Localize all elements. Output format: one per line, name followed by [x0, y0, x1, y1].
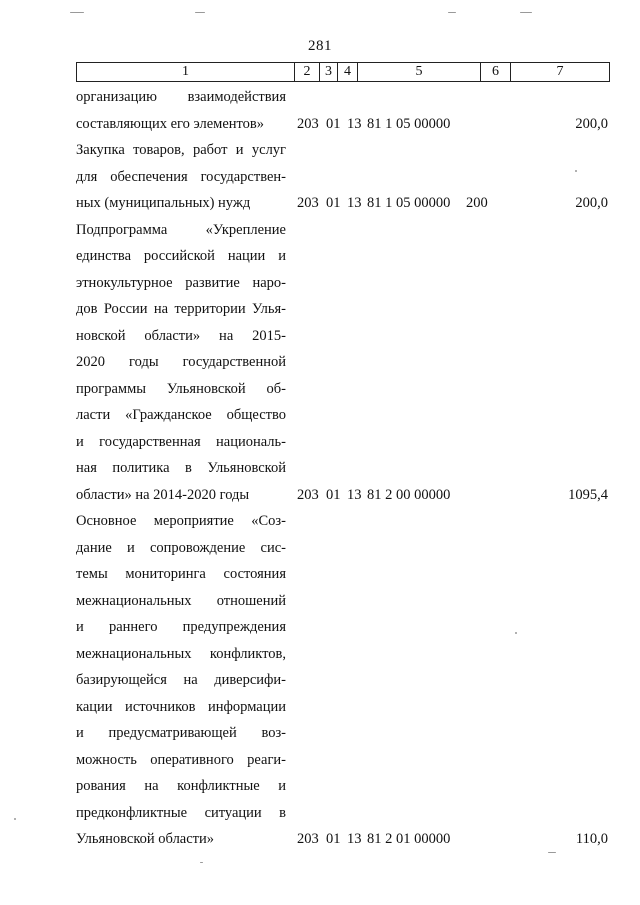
row-subsection-code: 13	[347, 115, 362, 132]
row-description-line: программы Ульяновской об-	[76, 380, 286, 397]
row-section-code: 01	[326, 115, 341, 132]
row-description-line: предконфликтные ситуации в	[76, 804, 286, 821]
header-col-7: 7	[556, 64, 564, 79]
row-section-code: 01	[326, 486, 341, 503]
row-description-line: базирующейся на диверсифи-	[76, 672, 286, 688]
header-col-4: 4	[338, 63, 358, 81]
row-description-line: ных (муниципальных) нужд	[76, 195, 251, 211]
row-description-line: межнациональных конфликтов,	[76, 645, 286, 662]
table-row	[76, 141, 610, 221]
row-description-line: Ульяновской области»	[76, 831, 215, 847]
table-header	[76, 62, 610, 82]
row-section-code: 01	[326, 195, 341, 211]
scan-speck	[448, 12, 456, 13]
row-amount: 1095,4	[568, 486, 608, 503]
row-subsection-code: 13	[347, 831, 362, 847]
row-amount: 110,0	[575, 831, 608, 847]
row-description-line: кации источников информации	[76, 698, 286, 715]
row-target-article-code: 81 2 01 00000	[367, 831, 451, 847]
row-description-line: и государственная националь-	[76, 433, 286, 450]
row-description-line: единства российской нации и	[76, 248, 286, 264]
row-description-line: дание и сопровождение сис-	[76, 539, 286, 556]
row-description-line: дов России на территории Улья-	[76, 301, 286, 317]
scan-speck	[200, 862, 203, 863]
scan-speck	[195, 12, 205, 13]
row-description-line: темы мониторинга состояния	[76, 566, 286, 582]
scan-speck	[548, 852, 556, 853]
row-description-line: Подпрограмма «Укрепление	[76, 221, 286, 238]
row-description-line: ласти «Гражданское общество	[76, 407, 286, 423]
header-col-2: 2	[295, 63, 320, 81]
row-description-line: Основное мероприятие «Соз-	[76, 513, 286, 529]
row-description-line: для обеспечения государствен-	[76, 168, 286, 185]
scan-speck	[70, 12, 84, 13]
row-subsection-code: 13	[347, 486, 362, 503]
row-section-code: 01	[326, 831, 341, 847]
row-target-article-code: 81 1 05 00000	[367, 195, 451, 211]
row-ved-code: 203	[297, 115, 319, 132]
row-description-line: рования на конфликтные и	[76, 778, 286, 794]
row-description-line: области» на 2014-2020 годы	[76, 486, 250, 503]
table-row	[76, 512, 610, 857]
row-ved-code: 203	[297, 195, 319, 211]
row-description-line: составляющих его элементов»	[76, 115, 265, 132]
header-col-5: 5	[358, 63, 481, 81]
page-number: 281	[308, 38, 332, 54]
table-row	[76, 221, 610, 513]
header-col-1: 1	[77, 63, 295, 81]
row-description-line: и раннего предупреждения	[76, 619, 286, 635]
scan-speck	[14, 818, 16, 820]
row-target-article-code: 81 2 00 00000	[367, 486, 451, 503]
row-subsection-code: 13	[347, 195, 362, 211]
row-amount: 200,0	[575, 195, 608, 211]
row-description-line: и предусматривающей воз-	[76, 725, 286, 741]
table-row	[76, 88, 610, 141]
row-description-line: можность оперативного реаги-	[76, 751, 286, 768]
row-description-line: Закупка товаров, работ и услуг	[76, 142, 286, 158]
row-description-line: новской области» на 2015-	[76, 327, 286, 344]
row-ved-code: 203	[297, 486, 319, 503]
row-expense-type-code: 200	[466, 195, 488, 211]
row-description-line: межнациональных отношений	[76, 592, 286, 609]
scan-speck	[575, 170, 577, 172]
scan-speck	[515, 632, 517, 634]
header-col-3: 3	[320, 63, 338, 81]
header-col-6: 6	[481, 63, 511, 81]
row-description-line: 2020 годы государственной	[76, 354, 286, 370]
row-description-line: организацию взаимодействия	[76, 89, 286, 105]
row-description-line: ная политика в Ульяновской	[76, 460, 286, 476]
scan-speck	[520, 12, 532, 13]
row-amount: 200,0	[575, 115, 608, 132]
row-ved-code: 203	[297, 831, 319, 847]
row-description-line: этнокультурное развитие наро-	[76, 274, 286, 291]
row-target-article-code: 81 1 05 00000	[367, 115, 451, 132]
